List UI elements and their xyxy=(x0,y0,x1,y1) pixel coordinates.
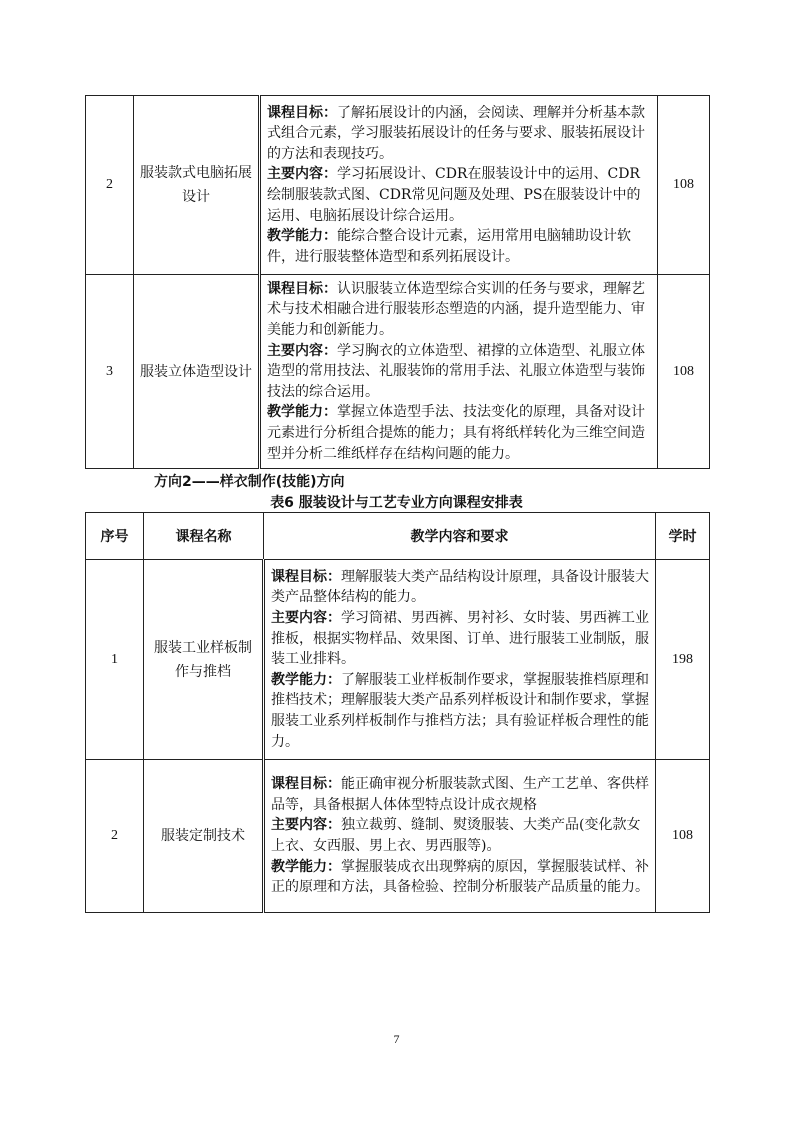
row-number: 1 xyxy=(86,560,144,760)
course-description xyxy=(260,96,658,275)
content-label: 主要内容： xyxy=(271,817,341,834)
course-hours: 108 xyxy=(656,760,710,913)
goal-label: 课程目标： xyxy=(267,104,337,121)
header-name: 课程名称 xyxy=(144,513,264,560)
course-hours: 198 xyxy=(656,560,710,760)
course-name: 服装定制技术 xyxy=(144,760,264,913)
ability-text: 了解服装工业样板制作要求，掌握服装推档原理和推档技术；理解服装大类产品系列样板设计和制作要求，掌握服装工业系列样板制作与推档方法；具有验证样板合理性的能力。 xyxy=(271,671,649,750)
course-hours: 108 xyxy=(658,275,710,469)
content-text: 学习拓展设计、CDR在服装设计中的运用、CDR绘制服装款式图、CDR常见问题及处理、PS在服装设计中的运用、电脑拓展设计综合运用。 xyxy=(267,166,641,224)
content-text: 独立裁剪、缝制、熨烫服装、大类产品(变化款女上衣、女西服、男上衣、男西服等)。 xyxy=(271,817,641,854)
goal-label: 课程目标： xyxy=(271,568,341,585)
goal-text: 了解拓展设计的内涵，会阅读、理解并分析基本款式组合元素，学习服装拓展设计的任务与要求、服装拓展设计的方法和表现技巧。 xyxy=(267,104,645,162)
table-row xyxy=(86,96,710,275)
ability-label: 教学能力： xyxy=(267,228,337,245)
table-row xyxy=(86,275,710,469)
header-content: 教学内容和要求 xyxy=(264,513,656,560)
table-header-row xyxy=(86,513,710,560)
content-label: 主要内容： xyxy=(271,610,341,627)
course-description xyxy=(260,275,658,469)
ability-text: 掌握服装成衣出现弊病的原因，掌握服装试样、补正的原理和方法，具备检验、控制分析服装产品质量的能力。 xyxy=(271,858,649,896)
ability-label: 教学能力： xyxy=(267,404,337,421)
content-text: 学习筒裙、男西裤、男衬衫、女时装、男西裤工业推板，根据实物样品、效果图、订单、进行服装工业制版，服装工业排料。 xyxy=(271,610,649,668)
ability-label: 教学能力： xyxy=(271,671,341,688)
table-row xyxy=(86,560,710,760)
course-description xyxy=(264,760,656,913)
course-table-continued xyxy=(85,95,710,469)
goal-text: 能正确审视分析服装款式图、生产工艺单、客供样品等，具备根据人体体型特点设计成衣规格 xyxy=(271,776,649,813)
goal-text: 认识服装立体造型综合实训的任务与要求，理解艺术与技术相融合进行服装形态塑造的内涵，提升造型能力、审美能力和创新能力。 xyxy=(267,280,645,339)
row-number: 2 xyxy=(86,760,144,913)
course-name: 服装款式电脑拓展设计 xyxy=(134,96,260,275)
table-row xyxy=(86,760,710,913)
content-label: 主要内容： xyxy=(267,166,337,183)
row-number: 2 xyxy=(86,96,134,275)
ability-text: 掌握立体造型手法、技法变化的原理，具备对设计元素进行分析组合提炼的能力；具有将纸样转化为三维空间造型并分析二维纸样存在结构问题的能力。 xyxy=(267,404,645,462)
goal-text: 理解服装大类产品结构设计原理，具备设计服装大类产品整体结构的能力。 xyxy=(271,568,649,606)
course-name: 服装工业样板制作与推档 xyxy=(144,560,264,760)
course-description xyxy=(264,560,656,760)
course-hours: 108 xyxy=(658,96,710,275)
ability-label: 教学能力： xyxy=(271,858,341,875)
header-no: 序号 xyxy=(86,513,144,560)
course-table xyxy=(85,512,710,913)
direction-title: 方向2——样衣制作(技能)方向 xyxy=(154,474,345,490)
ability-text: 能综合整合设计元素，运用常用电脑辅助设计软件，进行服装整体造型和系列拓展设计。 xyxy=(267,228,631,265)
row-number: 3 xyxy=(86,275,134,469)
content-label: 主要内容： xyxy=(267,342,337,359)
table-title: 表6 服装设计与工艺专业方向课程安排表 xyxy=(270,495,523,511)
header-hours: 学时 xyxy=(656,513,710,560)
content-text: 学习胸衣的立体造型、裙撑的立体造型、礼服立体造型的常用技法、礼服装饰的常用手法、礼服立体造型与装饰技法的综合运用。 xyxy=(267,342,645,400)
goal-label: 课程目标： xyxy=(271,776,341,793)
page-number: 7 xyxy=(393,1032,400,1046)
course-name: 服装立体造型设计 xyxy=(134,275,260,469)
goal-label: 课程目标： xyxy=(267,280,337,297)
